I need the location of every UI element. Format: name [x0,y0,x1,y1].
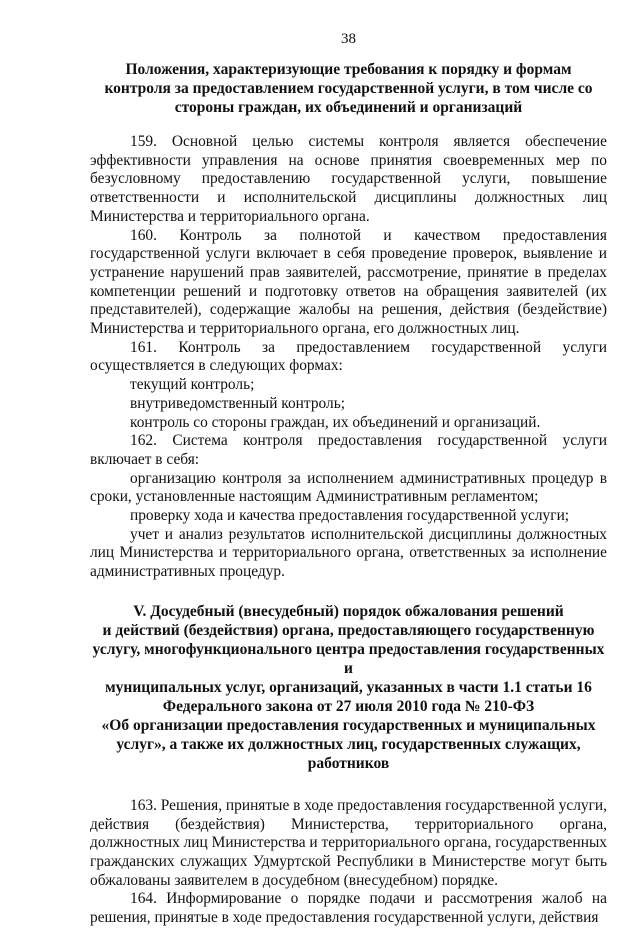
heading-line: работников [307,754,390,772]
paragraph-159: 159. Основной целью системы контроля является обеспечение эффективности управления на основе принятия своевременных мер по безусловному предоставлению государственной услуги, повышение ответственности и исполнительской дисциплины должностных лиц Министерства и территориального органа. [90,133,607,225]
paragraph-161: 161. Контроль за предоставлением государственной услуги осуществляется в следующих формах: [90,338,607,375]
paragraph-164: 164. Информирование о порядке подачи и рассмотрения жалоб на решения, принятые в ходе предоставления государственной услуги, действия [90,890,607,927]
heading-line: муниципальных услуг, организаций, указанных в части 1.1 статьи 16 [105,678,592,696]
list-item: организацию контроля за исполнением административных процедур в сроки, установленные настоящим Административным регламентом; [90,469,607,506]
section-heading-appeal [90,602,607,773]
page-number: 38 [341,31,356,47]
section-heading-control [90,60,607,117]
heading-line: услугу, многофункционального центра предоставления государственных и [92,640,605,677]
list-item: внутриведомственный контроль; [130,394,345,412]
heading-line: стороны граждан, их объединений и организаций [174,99,523,116]
heading-line: контроля за предоставлением государственной услуги, в том числе со [104,80,593,97]
heading-line: услуг», а также их должностных лиц, государственных служащих, [116,735,581,753]
list-item: контроль со стороны граждан, их объединений и организаций. [130,413,541,431]
heading-line: «Об организации предоставления государственных и муниципальных [101,716,596,734]
list-item: текущий контроль; [130,376,255,394]
paragraph-160: 160. Контроль за полнотой и качеством предоставления государственной услуги включает в себя проведение проверок, выявление и устранение нарушений прав заявителей, рассмотрение, принятие в пределах компетенции решений и подготовку ответов на обращения заявителей (их представителей), содержащие жалобы на решения, действия (бездействие) Министерства и территориального органа, его должностных лиц. [90,226,607,338]
heading-line: V. Досудебный (внесудебный) порядок обжалования решений [133,602,564,620]
list-item: учет и анализ результатов исполнительской дисциплины должностных лиц Министерства и территориального органа, ответственных за исполнение административных процедур. [90,525,607,581]
paragraph-163: 163. Решения, принятые в ходе предоставления государственной услуги, действия (бездействия) Министерства, территориального органа, должностных лиц Министерства и территориального органа, государственных гражданских служащих Удмуртской Республики в Министерстве могут быть обжалованы заявителем в досудебном (внесудебном) порядке. [90,796,607,889]
paragraph-162: 162. Система контроля предоставления государственной услуги включает в себя: [90,432,607,468]
heading-line: Положения, характеризующие требования к порядку и формам [125,61,572,78]
list-item: проверку хода и качества предоставления государственной услуги; [130,507,570,525]
heading-line: и действий (бездействия) органа, предоставляющего государственную [102,621,595,639]
heading-line: Федерального закона от 27 июля 2010 года № 210-ФЗ [162,697,535,715]
